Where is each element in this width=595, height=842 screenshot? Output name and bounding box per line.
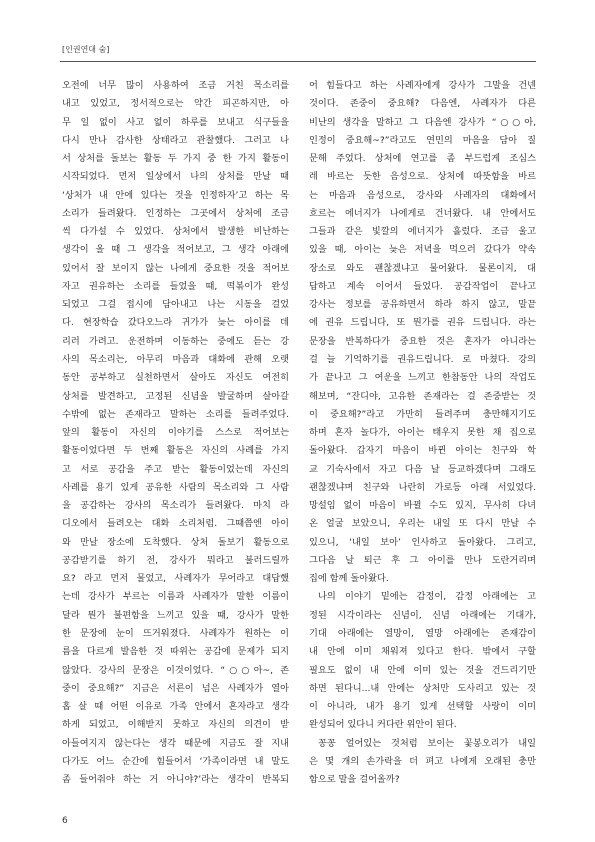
text-line: 집에 함께 돌아왔다.: [309, 573, 389, 585]
text-line: 인정이 중요해~?”라고도 연민의 마음을 담아 질: [309, 134, 536, 146]
text-line: 나의 이야기 밑에는 감정이, 감정 아래에는 고: [318, 591, 536, 603]
text-line: 해보며, “잔디야, 고유한 존재라는 걸 존중받는 것: [309, 390, 536, 402]
text-line: 완성되어 있다니 커다란 위안이 된다.: [309, 719, 457, 731]
text-line: 기대 아래에는 열망이, 열망 아래에는 존재감이: [309, 627, 536, 639]
text-line: 하며 혼자 놀다가, 아이는 태우지 못한 채 집으로: [309, 427, 536, 439]
text-line: 사례를 용기 있게 공유한 사람의 목소리와 그 사람: [62, 481, 289, 493]
text-line: 있어서 잘 보이지 않는 나에게 중요한 것을 적어보: [62, 262, 289, 274]
text-line: 되었고 그걸 접시에 담아내고 나는 시동을 걸었: [62, 299, 289, 311]
text-line: 장소로 와도 괜찮겠냐고 물어왔다. 물론이지, 대: [309, 262, 536, 274]
text-line: 내 안에 이미 채워져 있다고 한다. 밖에서 구할: [309, 646, 536, 658]
text-line: 시작되었다. 먼저 일상에서 나의 상처를 만날 때: [62, 171, 289, 183]
text-line: 어 힘들다고 하는 사례자에게 강사가 그말을 건넨: [309, 80, 536, 91]
text-line: 디오에서 들려오는 대화 소리처럼. 그때쯤엔 아이: [62, 518, 289, 530]
text-line: 중이 중요해?” 지금은 서른이 넘은 사례자가 열아: [62, 682, 289, 694]
text-line: 않았다. 강사의 문장은 이것이었다. “○○아~, 존: [62, 664, 289, 676]
text-line: 홉 살 때 어떤 이유로 가족 안에서 혼자라고 생각: [62, 701, 289, 713]
text-line: ‘상처가 내 안에 있다는 것을 인정하자’고 하는 목: [62, 189, 289, 201]
text-line: 돌아왔다. 갑자기 마음이 바뀐 아이는 친구와 학: [309, 445, 536, 457]
text-line: 요? 라고 먼저 물었고, 사례자가 무어라고 대답했: [62, 573, 289, 585]
text-line: 에 권유 드립니다, 또 뭔가를 권유 드립니다. 라는: [309, 317, 536, 329]
text-line: 이 중요해?”라고 가만히 들려주며 충만해지기도: [309, 408, 536, 420]
text-line: 망설임 없이 마음이 바뀔 수도 있지, 무사히 다녀: [309, 500, 536, 512]
text-line: 씩 다가설 수 있었다. 상처에서 발생한 비난하는: [62, 226, 289, 238]
running-header: [인권연대 숨]: [62, 45, 110, 54]
right-text-column: [309, 77, 536, 789]
text-line: 소리가 들려왔다. 인정하는 그곳에서 상처에 조금: [62, 207, 289, 219]
text-line: 있을 때, 아이는 늦은 저녁을 먹으러 갔다가 약속: [309, 244, 536, 256]
text-line: 다시 만나 감사한 상태라고 관찰했다. 그러고 나: [62, 134, 289, 146]
text-line: 은 몇 개의 손가락을 더 펴고 나에게 오래된 충만: [309, 755, 536, 767]
header-divider: [60, 61, 536, 62]
text-line: 흐르는 에너지가 나에게로 건너왔다. 내 안에서도: [309, 207, 536, 219]
text-line: 내고 있었고, 정서적으로는 약간 피곤하지만, 아: [62, 98, 289, 110]
text-line: 오전에 너무 많이 사용하여 조금 거친 목소리를: [62, 80, 289, 91]
text-line: 공감받기를 하기 전, 강사가 뭐라고 불러드릴까: [62, 554, 289, 566]
text-line: 비난의 생각을 말하고 그 다음엔 강사가 “○○아,: [309, 116, 536, 128]
text-line: 강사는 정보를 공유하면서 하라 하지 않고, 말끝: [309, 299, 536, 311]
text-line: 아들여지지 않는다는 생각 때문에 지금도 잘 지내: [62, 737, 289, 749]
text-line: 정된 시각이라는 신념이, 신념 아래에는 기대가,: [309, 609, 536, 621]
left-text-column: [62, 77, 289, 789]
text-line: 달라 뭔가 불편함을 느끼고 있을 때, 강사가 말한: [62, 609, 289, 621]
text-line: 교 기숙사에서 자고 다음 날 등교하겠다며 그래도: [309, 463, 536, 475]
text-line: 문해 주었다. 상처에 연고를 좀 부드럽게 조심스: [309, 153, 536, 165]
text-line: 이 아니라, 내가 용기 있게 선택할 사랑이 이미: [309, 701, 536, 713]
text-line: 는 마음과 음성으로, 강사와 사례자의 대화에서: [309, 189, 536, 201]
text-line: 문장을 반복하다가 중요한 것은 혼자가 아니라는: [309, 335, 536, 347]
text-line: 하게 되었고, 이해받지 못하고 자신의 의견이 받: [62, 719, 289, 731]
text-line: 좀 들어줘야 하는 거 아니야?’라는 생각이 반복되: [62, 774, 289, 786]
text-line: 필요도 없이 내 안에 이미 있는 것을 건드리기만: [309, 664, 536, 676]
text-line: 는데 강사가 부르는 이름과 사례자가 말한 이름이: [62, 591, 289, 603]
text-line: 괜찮겠냐며 친구와 나란히 가로등 아래 서있었다.: [309, 481, 536, 493]
text-line: 리러 가려고. 운전하며 이동하는 중에도 듣는 강: [62, 335, 289, 347]
text-line: 걸 늘 기억하기를 권유드립니다. 로 마쳤다. 강의: [309, 353, 536, 365]
text-line: 자고 권유하는 소리를 들었을 때, 떡볶이가 완성: [62, 280, 289, 292]
text-line: 그다음 날 퇴근 후 그 아이를 만나 도란거리며: [309, 554, 536, 566]
text-line: 사의 목소리는, 아무리 마음과 대화에 관해 오랫: [62, 353, 289, 365]
text-line: 을 공감하는 강사의 목소리가 들려왔다. 마치 라: [62, 500, 289, 512]
text-line: 수밖에 없는 존재라고 말하는 소리를 들려주었다.: [62, 408, 289, 420]
text-line: 그들과 같은 빛깔의 에너지가 흘렀다. 조금 울고: [309, 226, 536, 238]
page-number: 6: [62, 816, 68, 826]
text-line: 름을 다르게 발음한 것 따위는 공감에 문제가 되지: [62, 646, 289, 658]
text-line: 무 일 없이 사고 없이 하루를 보내고 식구들을: [62, 116, 289, 128]
text-line: 다. 현장학습 갔다오느라 귀가가 늦는 아이를 데: [62, 317, 289, 329]
text-line: 활동이었다면 두 번째 활동은 자신의 사례를 가지: [62, 445, 289, 457]
text-line: 동안 공부하고 실천하면서 살아도 자신도 여전히: [62, 372, 289, 384]
text-line: 다가도 어느 순간에 힘들어서 ‘가족이라면 내 말도: [62, 755, 289, 767]
text-line: 와 만날 장소에 도착했다. 상처 돌보기 활동으로: [62, 536, 289, 548]
text-line: 앞의 활동이 자신의 이야기를 스스로 적어보는: [62, 427, 289, 439]
text-line: 고 서로 공감을 주고 받는 활동이었는데 자신의: [62, 463, 289, 475]
text-line: 있으니, ‘내일 보아’ 인사하고 돌아왔다. 그리고,: [309, 536, 536, 548]
text-line: 상처를 발견하고, 고정된 신념을 발굴하며 살아갈: [62, 390, 289, 402]
text-line: 온 얼굴 보았으니, 우리는 내일 또 다시 만날 수: [309, 518, 536, 530]
text-line: 가 끝나고 그 여운을 느끼고 한참동안 나의 작업도: [309, 372, 536, 384]
text-line: 함으로 말을 걸어올까?: [309, 774, 400, 786]
text-line: 한 문장에 눈이 뜨거워졌다. 사례자가 원하는 이: [62, 627, 289, 639]
text-line: 서 상처를 돌보는 활동 두 가지 중 한 가지 활동이: [62, 153, 289, 165]
text-line: 생각이 올 때 그 생각을 적어보고, 그 생각 아래에: [62, 244, 289, 256]
text-line: 레 바르는 듯한 음성으로. 상처에 따뜻함을 바르: [309, 171, 536, 183]
text-line: 꽁꽁 얼어있는 것처럼 보이는 꽃봉오리가 내일: [318, 737, 536, 749]
text-line: 하면 된다니...내 안에는 상처만 도사리고 있는 것: [309, 682, 536, 694]
text-line: 것이다. 존중이 중요해? 다음엔, 사례자가 다른: [309, 98, 536, 110]
text-line: 답하고 계속 이어서 들었다. 공감작업이 끝나고: [309, 280, 536, 292]
